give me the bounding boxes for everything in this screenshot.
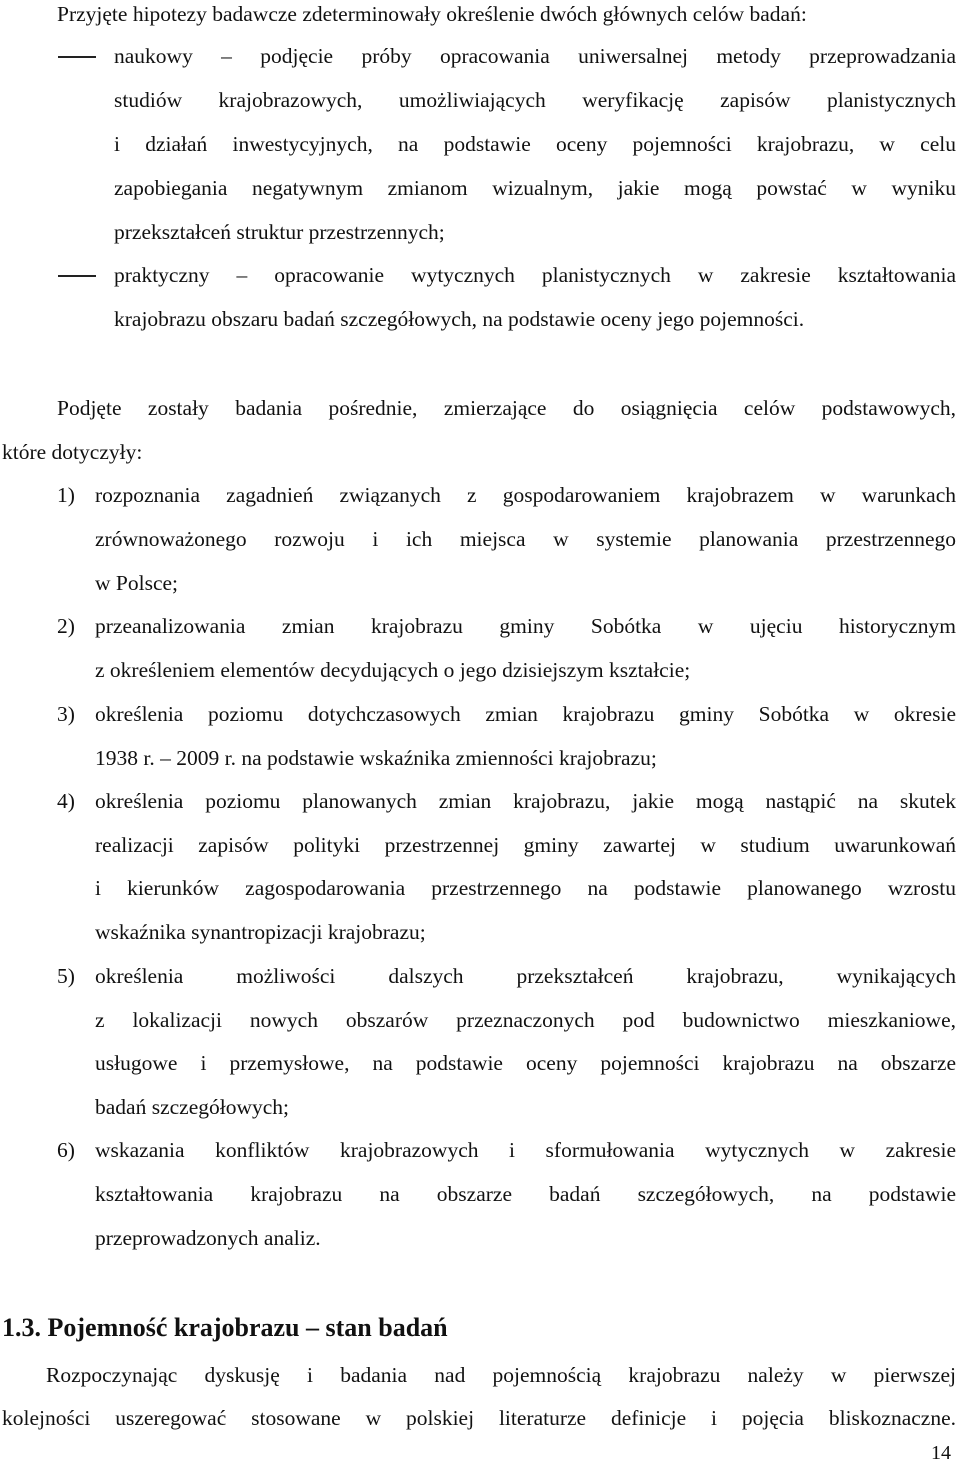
list-item-line: przeprowadzonych analiz. — [95, 1226, 321, 1250]
list-item-line: określenia poziomu planowanych zmian krajobrazu, jakie mogą nastąpić na skutek — [95, 789, 956, 813]
goal-line: zapobiegania negatywnym zmianom wizualnym, jakie mogą powstać w wyniku — [114, 176, 956, 200]
paragraph-line: które dotyczyły: — [2, 440, 143, 464]
list-item-line: realizacji zapisów polityki przestrzennej gminy zawartej w studium uwarunkowań — [95, 833, 956, 857]
goal-bullet-dash — [58, 275, 96, 277]
list-item-line: zrównoważonego rozwoju i ich miejsca w systemie planowania przestrzennego — [95, 527, 956, 551]
goal-line: studiów krajobrazowych, umożliwiających weryfikację zapisów planistycznych — [114, 88, 956, 112]
list-item-number: 4) — [57, 789, 75, 813]
goal-line: przekształceń struktur przestrzennych; — [114, 220, 445, 244]
list-item-number: 6) — [57, 1138, 75, 1162]
section-number: 1.3. — [2, 1313, 41, 1342]
list-item-line: i kierunków zagospodarowania przestrzennego na podstawie planowanego wzrostu — [95, 876, 956, 900]
list-item-line: określenia możliwości dalszych przekształceń krajobrazu, wynikających — [95, 964, 956, 988]
list-item-line: 1938 r. – 2009 r. na podstawie wskaźnika zmienności krajobrazu; — [95, 746, 657, 770]
list-item-number: 3) — [57, 702, 75, 726]
goal-bullet-dash — [58, 56, 96, 58]
goal-line: naukowy – podjęcie próby opracowania uniwersalnej metody przeprowadzania — [114, 44, 956, 68]
list-item-line: w Polsce; — [95, 571, 179, 595]
intro-text: Przyjęte hipotezy badawcze zdeterminowały określenie dwóch głównych celów badań: — [57, 2, 807, 26]
list-item-line: z określeniem elementów decydujących o jego dzisiejszym kształcie; — [95, 658, 691, 682]
list-item-number: 5) — [57, 964, 75, 988]
goal-line: krajobrazu obszaru badań szczegółowych, na podstawie oceny jego pojemności. — [114, 307, 805, 331]
list-item-number: 1) — [57, 483, 75, 507]
list-item-line: wskazania konfliktów krajobrazowych i sformułowania wytycznych w zakresie — [95, 1138, 956, 1162]
list-item-line: usługowe i przemysłowe, na podstawie oceny pojemności krajobrazu na obszarze — [95, 1051, 956, 1075]
list-item-line: z lokalizacji nowych obszarów przeznaczonych pod budownictwo mieszkaniowe, — [95, 1008, 956, 1032]
paragraph-line: Rozpoczynając dyskusję i badania nad pojemnością krajobrazu należy w pierwszej — [46, 1363, 956, 1387]
list-item-line: kształtowania krajobrazu na obszarze badań szczegółowych, na podstawie — [95, 1182, 956, 1206]
paragraph-line: kolejności uszeregować stosowane w polskiej literaturze definicje i pojęcia bliskoznaczne. — [2, 1406, 956, 1430]
section-title: Pojemność krajobrazu – stan badań — [47, 1313, 448, 1342]
list-item-number: 2) — [57, 614, 75, 638]
list-item-line: przeanalizowania zmian krajobrazu gminy Sobótka w ujęciu historycznym — [95, 614, 956, 638]
goal-line: i działań inwestycyjnych, na podstawie oceny pojemności krajobrazu, w celu — [114, 132, 956, 156]
list-item-line: badań szczegółowych; — [95, 1095, 290, 1119]
list-item-line: określenia poziomu dotychczasowych zmian krajobrazu gminy Sobótka w okresie — [95, 702, 956, 726]
list-item-line: wskaźnika synantropizacji krajobrazu; — [95, 920, 426, 944]
page-number: 14 — [931, 1442, 951, 1464]
section-heading — [2, 1312, 448, 1344]
goal-line: praktyczny – opracowanie wytycznych planistycznych w zakresie kształtowania — [114, 263, 956, 287]
list-item-line: rozpoznania zagadnień związanych z gospodarowaniem krajobrazem w warunkach — [95, 483, 956, 507]
paragraph-line: Podjęte zostały badania pośrednie, zmierzające do osiągnięcia celów podstawowych, — [57, 396, 956, 420]
